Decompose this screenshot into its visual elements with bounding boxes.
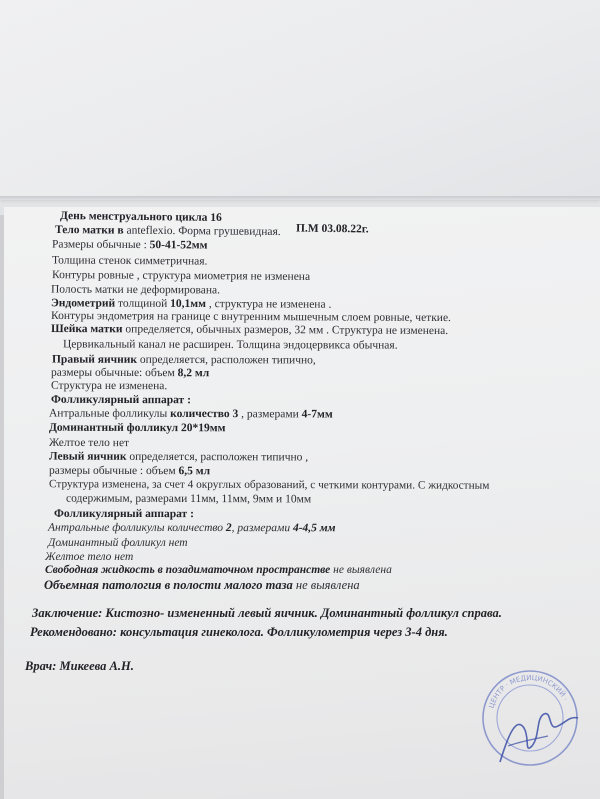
- text-segment: Толщина стенок симметричная.: [51, 254, 208, 268]
- text-segment: определяется, расположен типично ,: [126, 450, 309, 464]
- round-seal-stamp: [478, 666, 582, 770]
- text-segment: Желтое тело нет: [45, 551, 134, 563]
- free-fluid-line: [45, 564, 392, 577]
- text-segment: 2: [225, 522, 232, 535]
- right-ovary-line: [52, 354, 316, 368]
- text-segment: Фолликулярный аппарат :: [50, 393, 191, 407]
- text-segment: П.М: [295, 222, 319, 235]
- left-antral-follicles-line: [48, 522, 336, 536]
- text-segment: 03.08.22г.: [318, 222, 369, 236]
- text-segment: Контуры эндометрия на границе с внутренним мышечным слоем ровные, четкие.: [50, 309, 451, 325]
- text-segment: Структура изменена, за счет 4 округлых образований, с четкими контурами. С жидкостным: [48, 478, 490, 492]
- text-segment: 4-4,5 мм: [292, 522, 336, 535]
- text-segment: Шейка матки: [50, 322, 123, 336]
- text-segment: содержимым, размерами 11мм, 11мм, 9мм и 10мм: [65, 492, 312, 506]
- left-dominant-follicle-line: [48, 537, 188, 550]
- text-segment: Полость матки не деформирована.: [50, 283, 221, 297]
- dominant-follicle-line: [49, 422, 225, 436]
- text-segment: Эндометрий: [50, 297, 116, 310]
- cavity-line: [51, 284, 220, 298]
- text-segment: 50-41-52мм: [149, 239, 208, 252]
- left-ovary-line: [49, 451, 308, 465]
- text-segment: 8,2 мл: [177, 367, 210, 380]
- right-antral-follicles-line: [49, 408, 333, 422]
- overlapping-blank-sheet: [0, 0, 600, 198]
- text-segment: Желтое тело нет: [48, 436, 130, 450]
- text-segment: 6,5 мл: [178, 465, 211, 478]
- cycle-day-line: [60, 210, 222, 225]
- pelvic-pathology-line: [44, 579, 360, 592]
- right-ovary-structure-line: [51, 380, 167, 393]
- text-segment: количество 3: [170, 407, 239, 421]
- text-segment: Объемная патология в полости малого таза: [44, 578, 293, 592]
- svg-text:ЦЕНТР · МЕДИЦИНСКИЙ ·: ЦЕНТР · МЕДИЦИНСКИЙ ·: [487, 673, 570, 710]
- right-ovary-volume-line: [51, 367, 209, 381]
- text-segment: Антральные фолликулы: [48, 407, 171, 420]
- cervix-line: [51, 323, 448, 338]
- wall-thickness-line: [52, 254, 208, 268]
- text-segment: не выявлена: [292, 578, 360, 592]
- recommendation-line: [30, 626, 448, 639]
- left-ovary-volume-line: [49, 465, 210, 479]
- text-segment: anteflexio. Форма грушевидная.: [126, 224, 281, 238]
- text-segment: Антральные фолликулы количество: [47, 521, 226, 535]
- uterus-position-line: [55, 224, 281, 239]
- text-segment: Доминантный фолликул нет: [48, 537, 188, 549]
- text-segment: определяется, обычных размеров, 32 мм . Структура не изменена.: [122, 323, 449, 338]
- text-segment: Тело матки в: [54, 224, 127, 237]
- right-corpus-luteum-line: [49, 437, 129, 450]
- left-ovary-structure-line: [49, 478, 489, 493]
- text-segment: , размерами: [231, 522, 293, 535]
- text-segment: Рекомендовано: консультация гинеколога. Фолликулометрия через 3-4 дня.: [30, 625, 448, 639]
- left-follicular-header: [54, 508, 194, 521]
- text-segment: толщиной: [115, 297, 171, 310]
- text-segment: День менструального цикла 16: [59, 210, 222, 224]
- text-segment: Доминантный фолликул 20*19мм: [48, 421, 226, 435]
- left-ovary-contents-line: [66, 493, 311, 507]
- right-follicular-header: [51, 394, 191, 407]
- text-segment: Размеры обычные :: [51, 238, 150, 252]
- uterus-size-line: [52, 238, 208, 252]
- doctor-line: [25, 660, 134, 673]
- text-segment: Врач: Микеева А.Н.: [25, 659, 134, 673]
- text-segment: не выявлена: [330, 564, 392, 576]
- text-segment: размеры обычные: объем: [50, 366, 178, 380]
- left-corpus-luteum-line: [45, 551, 133, 564]
- text-segment: 10,1мм: [170, 297, 207, 311]
- text-segment: Фолликулярный аппарат :: [53, 507, 194, 521]
- text-segment: , структура не изменена .: [205, 298, 332, 311]
- text-segment: Цервикальный канал не расширен. Толщина эндоцервикса обычная.: [62, 338, 398, 352]
- text-segment: размеры обычные : объем: [48, 464, 179, 478]
- text-segment: Правый яичник: [51, 353, 138, 366]
- text-segment: определяется, расположен типично,: [136, 353, 316, 367]
- sheet-edge: [0, 196, 600, 200]
- cervical-canal-line: [63, 338, 398, 352]
- text-segment: Структура не изменена.: [50, 379, 168, 393]
- text-segment: Левый яичник: [48, 450, 127, 463]
- contours-line: [52, 269, 310, 284]
- last-period-line: [296, 223, 369, 237]
- text-segment: , размерами: [238, 408, 302, 421]
- text-segment: 4-7мм: [301, 408, 333, 421]
- conclusion-line: [32, 607, 502, 620]
- text-segment: Контуры ровные , структура миометрия не изменена: [51, 269, 311, 283]
- text-segment: Свободная жидкость в позадиматочном пространстве: [45, 564, 331, 576]
- text-segment: Заключение: Кистозно- измененный левый яичник. Доминантный фолликул справа.: [32, 606, 502, 620]
